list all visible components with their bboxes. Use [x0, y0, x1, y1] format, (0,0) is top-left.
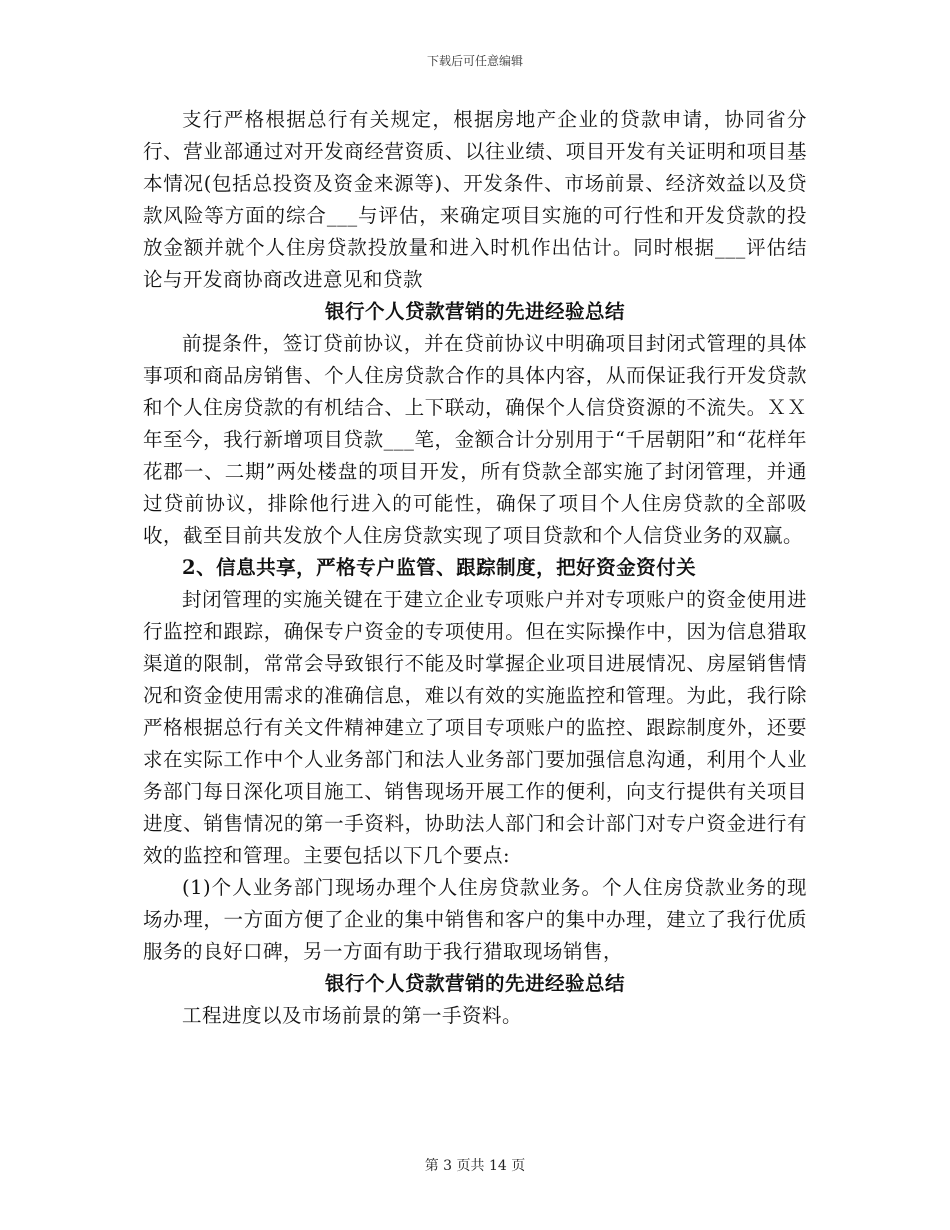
section-heading-2: 2、信息共享，严格专户监管、跟踪制度，把好资金资付关: [182, 556, 697, 579]
page-header-note: 下载后可任意编辑: [426, 54, 523, 68]
page-number: 第 3 页共 14 页: [424, 1158, 526, 1174]
document-body: [143, 104, 807, 1032]
paragraph-5: 工程进度以及市场前景的第一手资料。: [182, 1004, 523, 1027]
paragraph-2: 前提条件，签订贷前协议，并在贷前协议中明确项目封闭式管理的具体事项和商品房销售、个人住房贷款合作的具体内容，从而保证我行开发贷款和个人住房贷款的有机结合、上下联动，确保个人信贷资源的不流失。ＸＸ年至今，我行新增项目贷款___笔，金额合计分别用于“千居朝阳”和“花样年花郡一、二期”两处楼盘的项目开发，所有贷款全部实施了封闭管理，并通过贷前协议，排除他行进入的可能性，确保了项目个人住房贷款的全部吸收，截至目前共发放个人住房贷款实现了项目贷款和个人信贷业务的双赢。: [143, 332, 807, 547]
section-title-1: 银行个人贷款营销的先进经验总结: [324, 300, 625, 323]
paragraph-3: 封闭管理的实施关键在于建立企业专项账户并对专项账户的资金使用进行监控和跟踪，确保专户资金的专项使用。但在实际操作中，因为信息猎取渠道的限制，常常会导致银行不能及时掌握企业项目进展情况、房屋销售情况和资金使用需求的准确信息，难以有效的实施监控和管理。为此，我行除严格根据总行有关文件精神建立了项目专项账户的监控、跟踪制度外，还要求在实际工作中个人业务部门和法人业务部门要加强信息沟通，利用个人业务部门每日深化项目施工、销售现场开展工作的便利，向支行提供有关项目进度、销售情况的第一手资料，协助法人部门和会计部门对专户资金进行有效的监控和管理。主要包括以下几个要点:: [143, 588, 807, 867]
paragraph-4: (1)个人业务部门现场办理个人住房贷款业务。个人住房贷款业务的现场办理，一方面方便了企业的集中销售和客户的集中办理，建立了我行优质服务的良好口碑，另一方面有助于我行猎取现场销售，: [143, 876, 807, 963]
section-title-2: 银行个人贷款营销的先进经验总结: [324, 972, 625, 995]
paragraph-1: 支行严格根据总行有关规定，根据房地产企业的贷款申请，协同省分行、营业部通过对开发商经营资质、以往业绩、项目开发有关证明和项目基本情况(包括总投资及资金来源等)、开发条件、市场前景、经济效益以及贷款风险等方面的综合___与评估，来确定项目实施的可行性和开发贷款的投放金额并就个人住房贷款投放量和进入时机作出估计。同时根据___评估结论与开发商协商改进意见和贷款: [143, 108, 807, 291]
